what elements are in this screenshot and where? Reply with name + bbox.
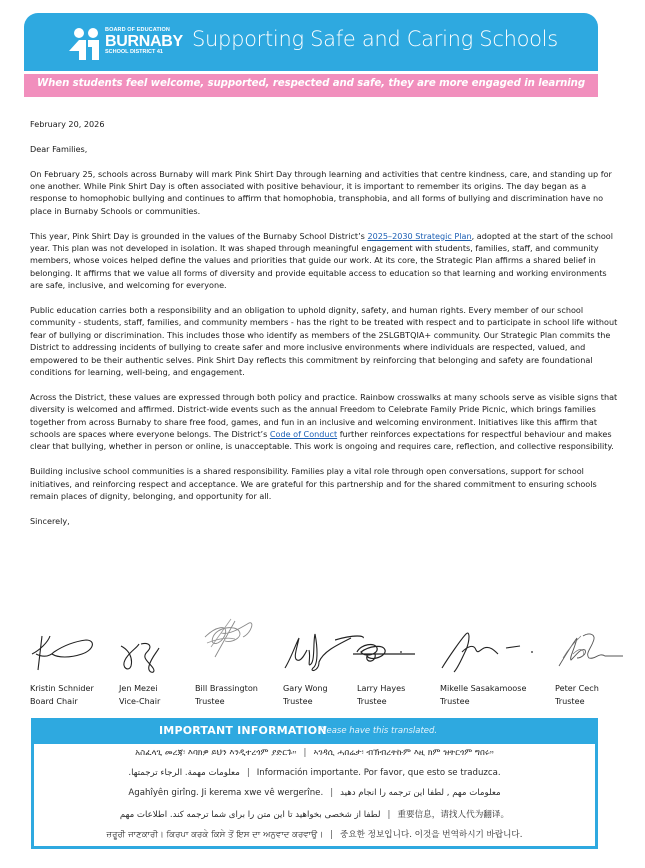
strategic-plan-link[interactable]: 2025–2030 Strategic Plan	[367, 230, 472, 241]
signatory-role: Trustee	[440, 695, 470, 706]
signatory-role: Trustee	[283, 695, 313, 706]
tagline: When students feel welcome, supported, respected and safe, they are more engaged in learning	[36, 78, 586, 89]
paragraph-2	[30, 230, 620, 292]
paragraph-1: On February 25, schools across Burnaby will mark Pink Shirt Day through learning and activities that centre kindness, care, and standing up for one another. While Pink Shirt Day is often associated with positive behaviour, it is important to remember its origins. The day began as a response to homophobic bullying and continues to affirm that homophobia, transphobia, and all forms of bullying and discrimination have no place in Burnaby Schools or communities.	[30, 168, 612, 216]
signatory-name: Gary Wong	[283, 683, 328, 693]
translation-text: Agahîyên girîng. Ji kerema xwe vê wergerîne.	[128, 788, 324, 798]
important-information-box	[31, 718, 598, 849]
header-banner	[24, 13, 598, 97]
signatory-name: Kristin Schnider	[30, 683, 94, 693]
logo-school-district: SCHOOL DISTRICT 41	[105, 49, 163, 55]
logo-text	[105, 27, 183, 56]
signatory-role: Trustee	[195, 695, 225, 706]
signatory-name: Jen Mezei	[119, 683, 158, 693]
info-header	[31, 718, 598, 744]
signatory-role: Trustee	[357, 695, 387, 706]
translation-text: لطفا از شخصی بخواهید تا این متن را برای شما ترجمه کند. اطلاعات مهم	[119, 810, 381, 820]
paragraph-2-text-a: This year, Pink Shirt Day is grounded in the values of the Burnaby School District’s	[30, 230, 368, 241]
translation-line	[34, 788, 595, 798]
closing: Sincerely,	[30, 515, 70, 526]
translation-line	[34, 768, 595, 778]
paragraph-3: Public education carries both a responsibility and an obligation to uphold dignity, safety, and human rights. Every member of our school community - students, staff, families, and community members - has the right to be treated with respect and to participate in school life without fear of bullying or discrimination. This includes those who identify as members of the 2SLGBTQIA+ community. Our Strategic Plan commits the District to addressing incidents of bullying to create safer and more inclusive environments where individuals are respected, valued, and empowered to be their authentic selves. Pink Shirt Day reflects this commitment by reinforcing that belonging and safety are foundational conditions for learning, well-being, and engagement.	[30, 305, 618, 378]
separator: |	[387, 810, 391, 820]
paragraph-4-text-b: further reinforces expectations for respectful behaviour and makes clear that bullying, whether in person or online, is unacceptable. This work is ongoing and requires care, reflection, and collective responsibility.	[30, 429, 614, 452]
logo-burnaby: BURNABY	[105, 33, 183, 50]
signatory	[555, 628, 645, 706]
page-title: Supporting Safe and Caring Schools	[192, 27, 558, 51]
info-title: IMPORTANT INFORMATION	[159, 724, 327, 737]
people-logo-icon	[68, 27, 104, 61]
code-of-conduct-link[interactable]: Code of Conduct	[269, 429, 338, 440]
signatory-role: Vice-Chair	[119, 695, 161, 706]
translation-text: معلومات مهمة. الرجاء ترجمتها.	[128, 768, 240, 778]
paragraph-5: Building inclusive school communities is a shared responsibility. Families play a vital role through open conversations, support for school initiatives, and reinforcing respect and acceptance. We are grateful for this partnership and for the shared commitment to ensuring schools remain places of dignity, belonging, and opportunity for all.	[30, 466, 597, 502]
translation-text: معلومات مهم , لطفا این ترجمه را انجام دهید	[340, 788, 501, 798]
signatory-name: Peter Cech	[555, 683, 599, 693]
translation-text: Información importante. Por favor, que esto se traduzca.	[256, 768, 501, 778]
letter-body	[30, 118, 620, 540]
translation-notice	[31, 744, 598, 849]
translation-line	[34, 748, 595, 758]
info-subtitle: Please have this translated.	[319, 726, 438, 736]
paragraph-4-text-a: Across the District, these values are expressed through both policy and practice. Rainbow crosswalks at many schools serve as visible signs that diversity is welcomed and affirmed. District-wide events such as the annual Freedom to Celebrate Family Pride Picnic, which brings families together from across Burnaby to share free food, games, and fun in an inclusive and welcoming environment. Initiatives like this affirm that schools are spaces where everyone belongs. The District’s	[30, 391, 618, 440]
signature-icon	[195, 610, 265, 674]
paragraph-4	[30, 391, 620, 453]
paragraph-2-text-b: , adopted at the start of the school year. This plan was not developed in isolation. It was shaped through meaningful engagement with students, families, staff, and community members, whose voices helped define the values and priorities that guide our work. At its core, the Strategic Plan affirms a shared belief in belonging. It affirms that we value all forms of diversity and provide equitable access to education so that learning and working environments are safe, inclusive, and welcoming for everyone.	[30, 230, 614, 291]
signatory	[440, 628, 560, 706]
separator: |	[303, 748, 307, 758]
salutation: Dear Families,	[30, 143, 88, 154]
separator: |	[330, 788, 334, 798]
signature-icon	[440, 628, 540, 674]
translation-text: ኣገዳሲ ሓበሬታ፡ ብኽብረትኩም እዚ ክም ዝትርጎም ግበሩ።	[313, 748, 494, 758]
signatory-role: Trustee	[555, 695, 585, 706]
signature-icon	[119, 628, 179, 674]
translation-text: አስፈላጊ መረጃ፡ እባክዎ ይህን እንዲተረጎም ያድርጉ።	[135, 748, 297, 758]
signatory-name: Mikelle Sasakamoose	[440, 683, 527, 693]
burnaby-logo	[68, 27, 183, 61]
signature-block	[0, 628, 645, 708]
translation-line	[34, 808, 595, 820]
signatory-name: Larry Hayes	[357, 683, 406, 693]
signature-icon	[335, 628, 420, 674]
separator: |	[330, 830, 334, 840]
logo-board-of-education: BOARD OF EDUCATION	[105, 27, 170, 33]
signatory-role: Board Chair	[30, 695, 78, 706]
letter-date: February 20, 2026	[30, 119, 105, 129]
translation-text: 重要信息，请找人代为翻译。	[397, 810, 510, 820]
signatory-name: Bill Brassington	[195, 683, 258, 693]
signature-icon	[555, 628, 625, 674]
separator: |	[246, 768, 250, 778]
translation-text: 중요한 정보입니다. 이것을 번역하시기 바랍니다.	[340, 830, 523, 840]
translation-line	[34, 828, 595, 840]
translation-text: ਜ਼ਰੂਰੀ ਜਾਣਕਾਰੀ। ਕਿਰਪਾ ਕਰਕੇ ਕਿਸੇ ਤੋਂ ਇਸ ਦਾ ਅਨੁਵਾਦ ਕਰਵਾਉ।	[106, 830, 324, 840]
signature-icon	[30, 628, 110, 674]
